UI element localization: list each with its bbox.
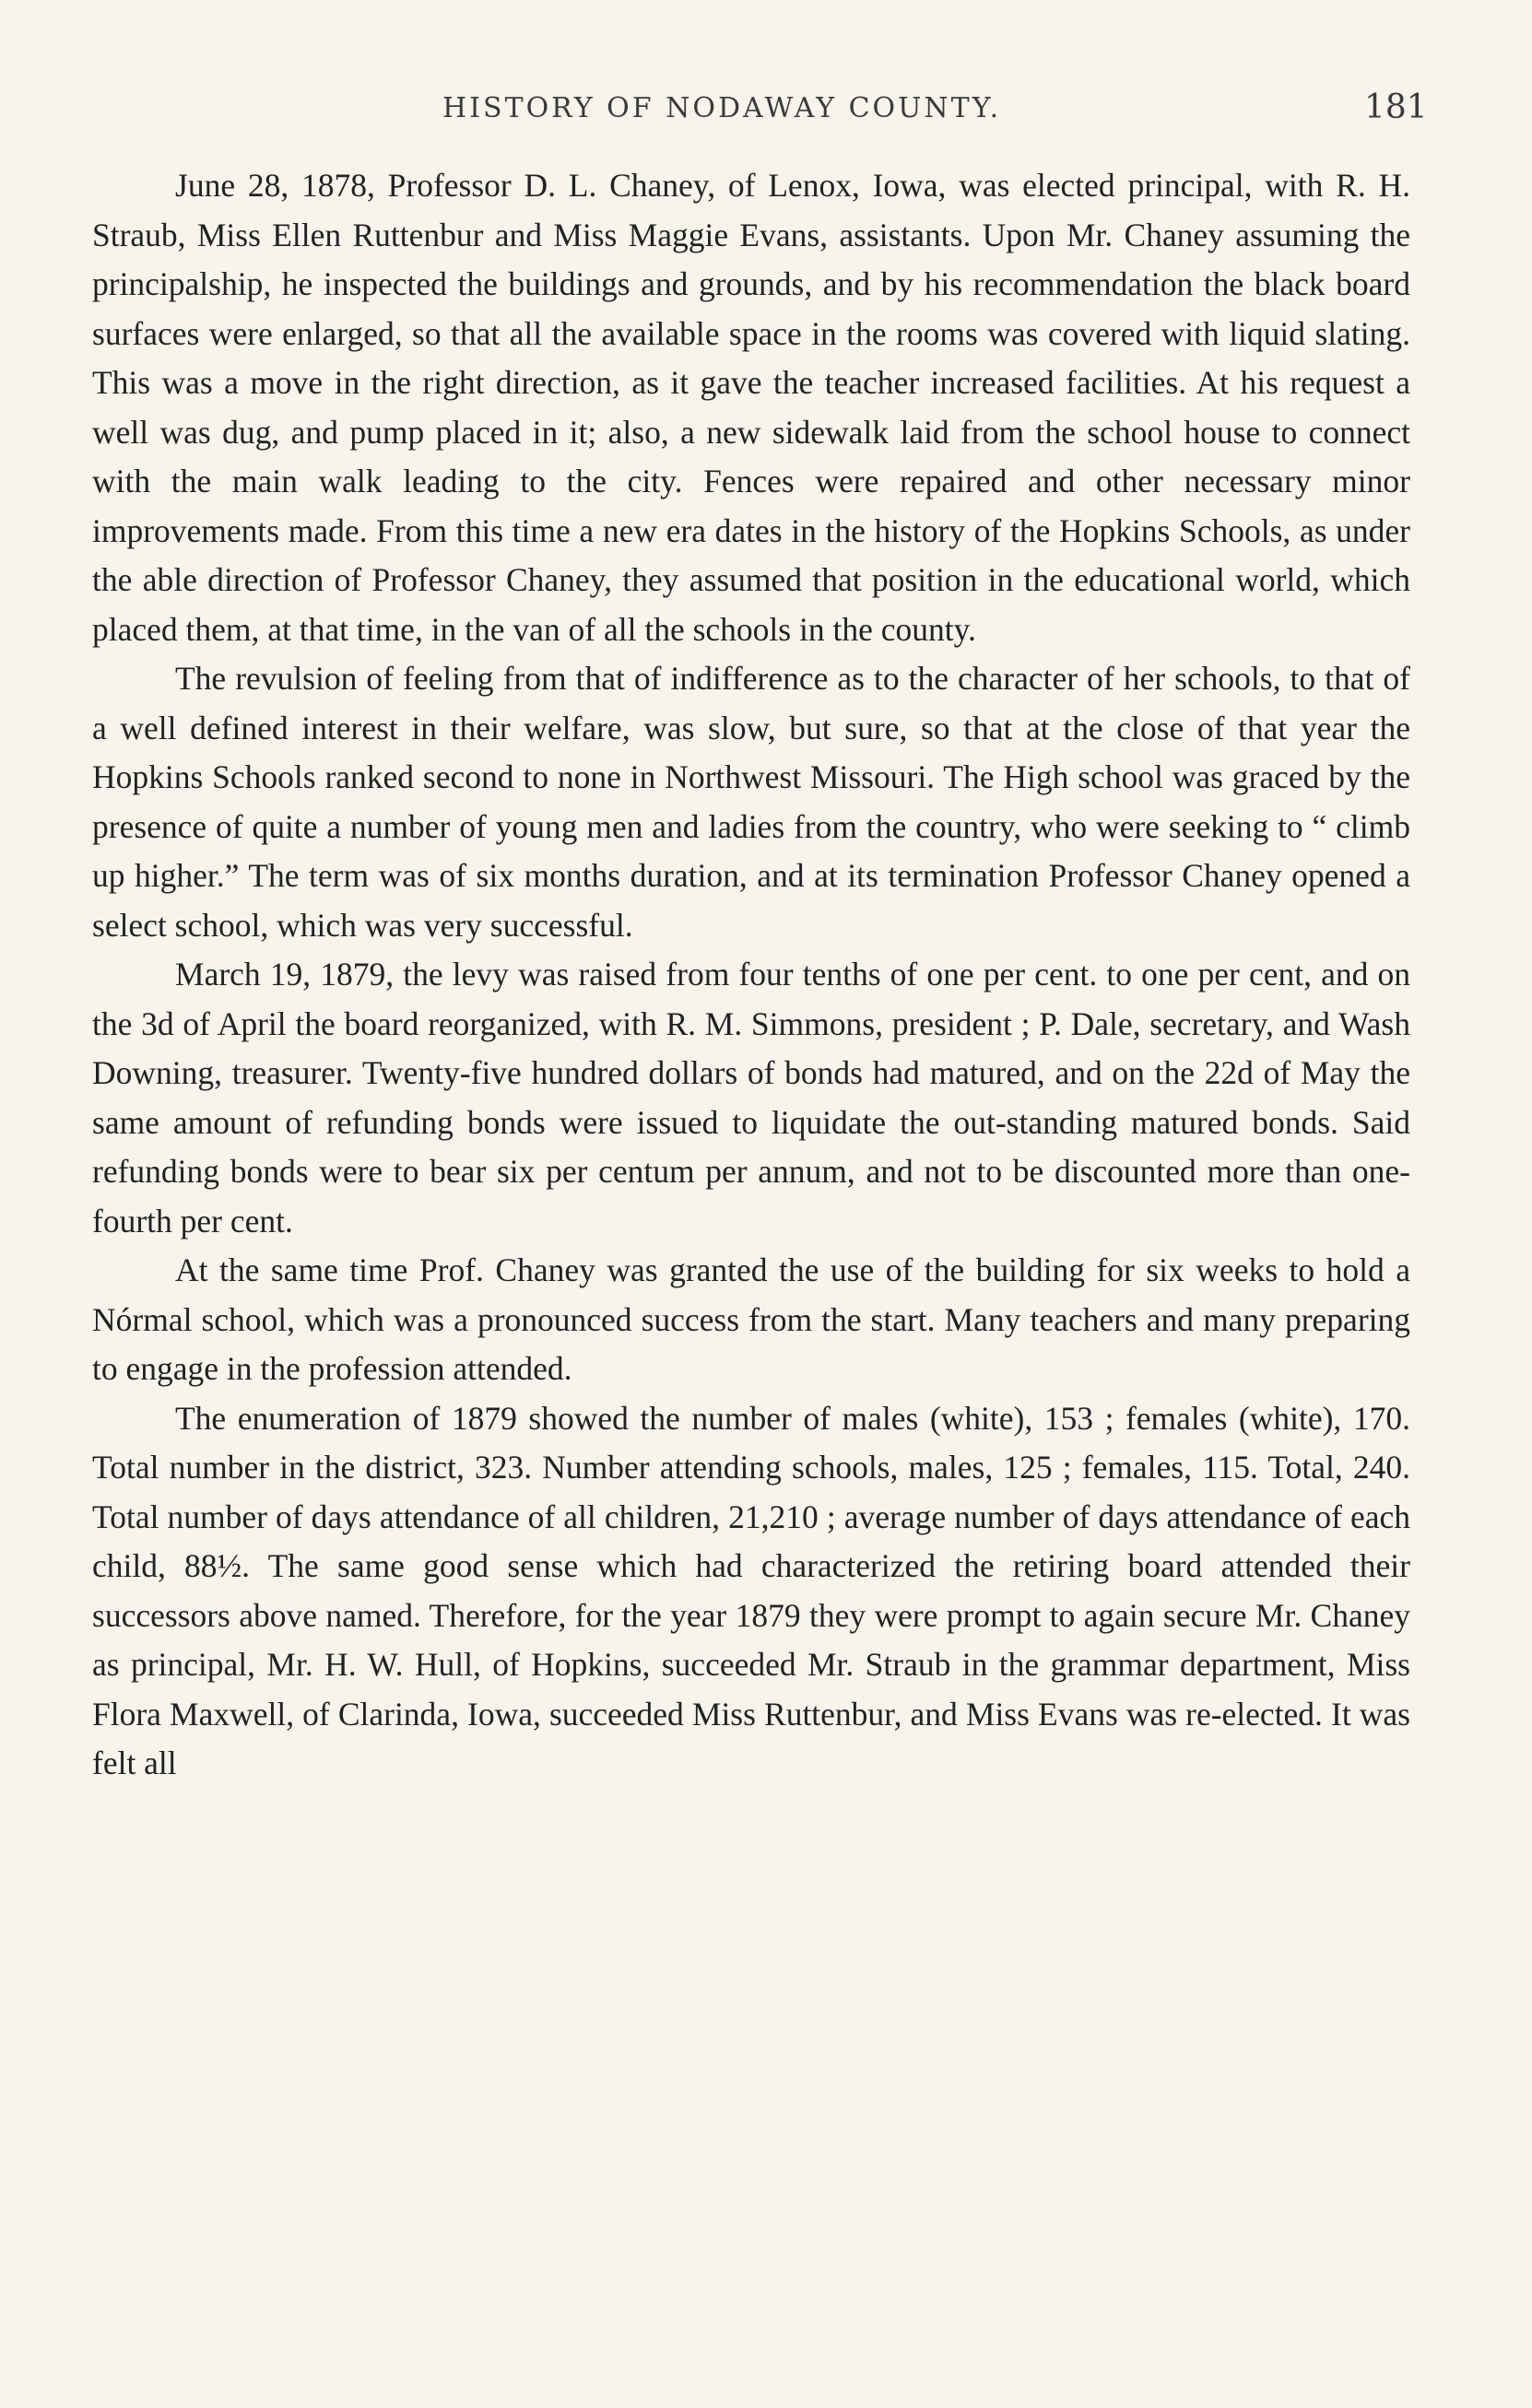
paragraph: At the same time Prof. Chaney was granted the use of the building for six weeks to hold a Nórmal school, which was a pronounced success from the start. Many teachers and many preparing to engage in the profession attended. bbox=[92, 1251, 1410, 1387]
paragraph: March 19, 1879, the levy was raised from four tenths of one per cent. to one per cent, and on the 3d of April the board reorganized, with R. M. Simmons, president ; P. Dale, secretary, and Wash Downing, treasurer. Twenty-five hundred dollars of bonds had matured, and on the 22d of May the same amount of refunding bonds were issued to liquidate the out-standing matured bonds. Said refunding bonds were to bear six per centum per annum, and not to be discounted more than one-fourth per cent. bbox=[92, 956, 1410, 1239]
paragraph: The enumeration of 1879 showed the number of males (white), 153 ; females (white), 170. Total number in the district, 323. Number attending schools, males, 125 ; females, 115. Total, 240. Total number of days attendance of all children, 21,210 ; average number of days attendance of each child, 88½. The same good sense which had characterized the retiring board attended their successors above named. Therefore, for the year 1879 they were prompt to again secure Mr. Chaney as principal, Mr. H. W. Hull, of Hopkins, succeeded Mr. Straub in the grammar department, Miss Flora Maxwell, of Clarinda, Iowa, succeeded Miss Ruttenbur, and Miss Evans was re-elected. It was felt all bbox=[92, 1399, 1410, 1781]
body-text bbox=[92, 161, 1410, 1789]
paragraph: June 28, 1878, Professor D. L. Chaney, of Lenox, Iowa, was elected principal, with R. H. Straub, Miss Ellen Ruttenbur and Miss Maggie Evans, assistants. Upon Mr. Chaney assuming the principalship, he inspected the buildings and grounds, and by his recommendation the black board surfaces were enlarged, so that all the available space in the rooms was covered with liquid slating. This was a move in the right direction, as it gave the teacher increased facilities. At his request a well was dug, and pump placed in it; also, a new sidewalk laid from the school house to connect with the main walk leading to the city. Fences were repaired and other necessary minor improvements made. From this time a new era dates in the history of the Hopkins Schools, as under the able direction of Professor Chaney, they assumed that position in the educational world, which placed them, at that time, in the van of all the schools in the county. bbox=[92, 167, 1410, 648]
paragraph: The revulsion of feeling from that of indifference as to the character of her schools, to that of a well defined interest in their welfare, was slow, but sure, so that at the close of that year the Hopkins Schools ranked second to none in Northwest Missouri. The High school was graced by the presence of quite a number of young men and ladies from the country, who were seeking to “ climb up higher.” The term was of six months duration, and at its termination Professor Chaney opened a select school, which was very successful. bbox=[92, 660, 1410, 944]
page-number: 181 bbox=[1364, 88, 1428, 126]
running-head-title: HISTORY OF NODAWAY COUNTY. bbox=[442, 92, 1002, 124]
